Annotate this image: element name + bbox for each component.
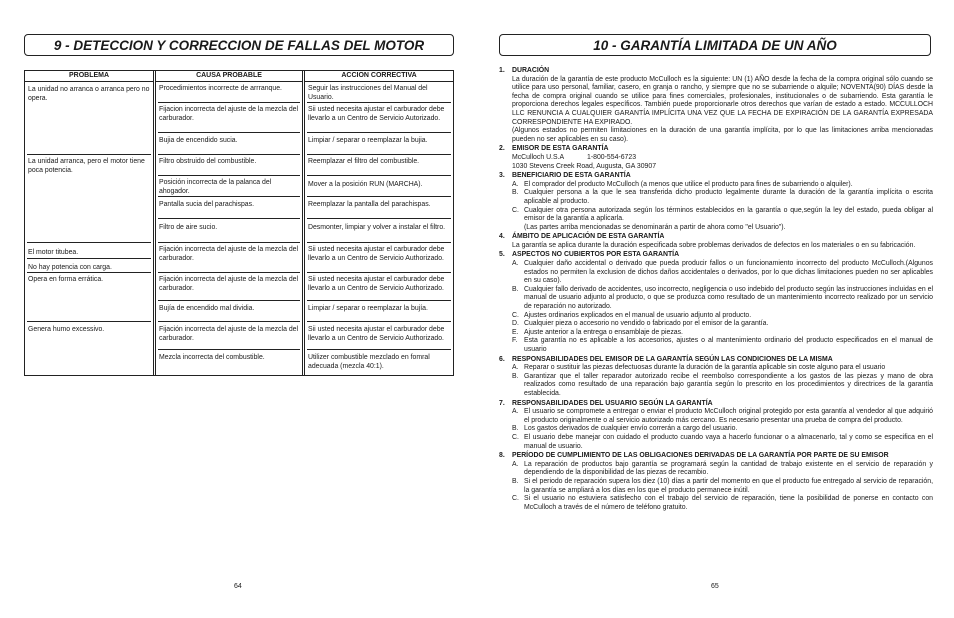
item-text: Ajuste anterior a la entrega o ensamblaje de piezas. (524, 328, 683, 336)
troubleshooting-table (24, 70, 454, 376)
item-letter: A. (512, 364, 519, 372)
section-heading (499, 233, 933, 242)
action-cell: Limpiar / separar o reemplazar la bujia. (308, 137, 428, 144)
row-divider (158, 272, 300, 273)
item-text: Cualquier fallo derivado de accidentes, uso incorrecto, negligencia o uso indebido del producto según las instrucciones incluidas en el manual de usuario adjunto al producto, o que se produzca como resultado de un mantenimiento incorrecto realizado por un servicio de reparación no autorizado. (524, 285, 933, 311)
section-heading (499, 356, 933, 365)
problem-header: PROBLEMA (25, 71, 153, 82)
row-divider (307, 218, 451, 219)
row-divider (158, 349, 300, 350)
right-page (477, 0, 954, 618)
row-divider (158, 154, 300, 155)
cause-cell: Bujia de encendido sucia. (159, 137, 238, 144)
problem-cell: No hay potencia con carga. (28, 264, 112, 271)
action-cell: Reemplazar la pantalla del parachispas. (308, 201, 431, 208)
problem-cell: La unidad arranca, pero el motor tiene poca potencia. (28, 158, 145, 174)
section-number: 5. (499, 251, 505, 259)
item-letter: B. (512, 285, 519, 293)
action-cell: Sii usted necesita ajustar el carburador debe llevarlo a un Centro de Servicio Authorizado. (308, 246, 445, 262)
list-note (499, 224, 933, 233)
action-column (305, 71, 453, 375)
section-number: 6. (499, 355, 505, 363)
action-cell: Reemplazar el filtro del combustible. (308, 158, 420, 165)
row-divider (307, 349, 451, 350)
action-header: ACCION CORRECTIVA (305, 71, 453, 82)
row-divider (158, 102, 300, 103)
item-text: Cualquier otra persona autorizada según los términos establecidos en la garantía o que,según la ley del estado, pueda obligar al emisor de la garantía a aplicarla. (524, 206, 933, 223)
item-text: Cualquier persona a la que le sea transferida dicho producto legalmente durante la duración de la garantía implícita o escrita aplicable al producto. (524, 189, 933, 205)
section-heading (499, 67, 933, 76)
cause-cell: Mezcla incorrecta del combustible. (159, 354, 265, 361)
list-item (499, 364, 933, 373)
section-title: ASPECTOS NO CUBIERTOS POR ESTA GARANTÍA (512, 251, 680, 259)
item-letter: B. (512, 189, 519, 197)
row-divider (27, 272, 151, 273)
action-cell: Utilizer combustible mezclado en fomral adecuada (mezcla 40:1). (308, 354, 430, 370)
section-title: PERÍODO DE CUMPLIMIENTO DE LAS OBLIGACIONES DERIVADAS DE LA GARANTÍA POR PARTE DE SU EMISOR (512, 452, 889, 460)
row-divider (27, 258, 151, 259)
list-item (499, 495, 933, 512)
row-divider (307, 154, 451, 155)
item-text: Reparar o sustituir las piezas defectuosas durante la duración de la garantía aplicable sin coste alguno para el usuario (524, 364, 886, 372)
section-title: RESPONSABILIDADES DEL EMISOR DE LA GARANTÍA SEGÚN LAS CONDICIONES DE LA MISMA (512, 355, 833, 363)
action-cell: Sii usted necesita ajustar el carburador debe llevarlo a un Centro de Servicio Autorizado. (308, 106, 445, 122)
item-text: El usuario debe manejar con cuidado el producto cuando vaya a hacerlo funcionar o a almacenarlo, tal y como se especifica en el manual de usuario. (524, 433, 933, 450)
section-number: 7. (499, 399, 505, 407)
item-letter: B. (512, 477, 519, 485)
problem-cell: Opera en forma errática. (28, 276, 104, 283)
item-letter: E. (512, 328, 519, 336)
row-divider (307, 321, 451, 322)
issuer-info (499, 154, 933, 163)
troubleshooting-title: 9 - DETECCION Y CORRECCION DE FALLAS DEL MOTOR (24, 34, 454, 56)
row-divider (27, 154, 151, 155)
list-item (499, 434, 933, 451)
issuer-address: 1030 Stevens Creek Road, Augusta, GA 30907 (512, 162, 657, 170)
action-cell: Seguir las instrucciones del Manual del Usuario. (308, 85, 428, 101)
row-divider (307, 300, 451, 301)
cause-column (156, 71, 302, 375)
item-letter: A. (512, 408, 519, 416)
item-text: Si el usuario no estuviera satisfecho con el trabajo del servicio de reparación, tiene la posibilidad de ponerse en contacto con McCulloch a través de el número de teléfono gratuito. (524, 495, 933, 511)
list-item (499, 478, 933, 495)
action-cell: Limpiar / separar o reemplazar la bujía. (308, 305, 428, 312)
cause-cell: Fijación incorrecta del ajuste de la mezcla del carburador. (159, 246, 299, 262)
action-cell: Mover a la posición RUN (MARCHA). (308, 181, 423, 188)
item-text: Cualquier daño accidental o derivado que pueda producir fallos o un funcionamiento incorrecto del producto McCulloch.(Algunos estados no permiten la exclusion de dichos daños accidentales o derivados, por lo que dichas limitaciones pueden no ser aplicables en su caso). (524, 260, 933, 285)
row-divider (158, 218, 300, 219)
list-item (499, 207, 933, 224)
section-title: EMISOR DE ESTA GARANTÍA (512, 145, 609, 153)
item-text: Si el periodo de reparación supera los diez (10) días a partir del momento en que el producto fue entregado al servicio de reparación, la garantía se ampliará a los días en los que el producto permanece inútil. (524, 477, 933, 494)
section-title: ÁMBITO DE APLICACIÓN DE ESTA GARANTÍA (512, 233, 665, 241)
section-number: 2. (499, 145, 505, 153)
item-text: (Las partes arriba mencionadas se denominarán a partir de ahora como "el Usuario"). (524, 223, 786, 231)
item-letter: B. (512, 425, 519, 433)
section-title: DURACIÓN (512, 67, 550, 74)
cause-header: CAUSA PROBABLE (156, 71, 302, 82)
list-item (499, 425, 933, 434)
row-divider (158, 175, 300, 176)
item-letter: C. (512, 206, 519, 214)
list-item (499, 260, 933, 286)
item-letter: C. (512, 433, 519, 441)
item-letter: C. (512, 311, 519, 319)
item-letter: D. (512, 320, 519, 328)
item-text: El usuario se compromete a entregar o enviar el producto McCulloch original protegido por esta garantía al vendedor al que adquirió el producto originalmente o al servicio autorizado más cercano. Es necesario presentar una prueba de compra del producto. (524, 408, 933, 424)
paragraph: La garantía se aplica durante la duración especificada sobre problemas derivados de defectos en los materiales o en su fabricación. (512, 241, 916, 249)
list-item (499, 312, 933, 321)
warranty-title: 10 - GARANTÍA LIMITADA DE UN AÑO (499, 34, 931, 56)
action-cell: Desmonter, limpiar y volver a instalar el filtro. (308, 224, 446, 231)
list-item (499, 373, 933, 399)
list-item (499, 337, 933, 354)
item-text: Ajustes ordinarios explicados en el manual de usuario adjunto al producto. (524, 311, 752, 319)
row-divider (307, 196, 451, 197)
item-text: Esta garantía no es aplicable a los accesorios, ajustes o al mantenimiento ordinario del producto especificados en el manual de usuario (524, 337, 933, 353)
warranty-text (499, 66, 933, 512)
item-letter: C. (512, 495, 519, 503)
issuer-phone: 1-800-554-6723 (587, 153, 637, 161)
section-number: 3. (499, 172, 505, 180)
row-divider (158, 196, 300, 197)
cause-cell: Filtro de aire sucio. (159, 224, 218, 231)
item-letter: A. (512, 180, 519, 188)
row-divider (307, 102, 451, 103)
section-title: RESPONSABILIDADES DEL USUARIO SEGÚN LA GARANTÍA (512, 399, 713, 407)
row-divider (158, 321, 300, 322)
page-number: 65 (711, 583, 719, 590)
list-item (499, 461, 933, 478)
item-text: La reparación de productos bajo garantía se programará según la cantidad de trabajo existente en el servicio de reparación y dependiendo de la disponibilidad de las piezas de recambio. (524, 460, 933, 477)
row-divider (158, 132, 300, 133)
list-item (499, 329, 933, 338)
section-heading (499, 145, 933, 154)
section-heading (499, 400, 933, 409)
cause-cell: Pantalla sucia del parachispas. (159, 201, 254, 208)
list-item (499, 181, 933, 190)
section-title: BENEFICIARIO DE ESTA GARANTÍA (512, 172, 631, 180)
section-heading (499, 251, 933, 260)
problem-cell: La unidad no arranca o arranca pero no opera. (28, 86, 150, 102)
item-text: Garantizar que el taller reparador autorizado recibe el reembolso correspondiente a los gastos de las piezas y mano de obra realizados como resultado de una reparación bajo garantía según lo prescrito en los procedimientos y directrices de la garantía establecida. (524, 372, 933, 397)
item-letter: A. (512, 260, 519, 268)
row-divider (307, 272, 451, 273)
cause-cell: Procedimientos incorrecte de arrranque. (159, 85, 282, 92)
cause-cell: Bujía de encendido mal dividia. (159, 305, 255, 312)
item-letter: B. (512, 372, 519, 380)
cause-cell: Filtro obstruido del combustible. (159, 158, 257, 165)
list-item (499, 408, 933, 425)
row-divider (307, 242, 451, 243)
section-heading (499, 452, 933, 461)
row-divider (158, 242, 300, 243)
section-number: 4. (499, 233, 505, 241)
item-letter: F. (512, 337, 518, 345)
paragraph: (Algunos estados no permiten limitaciones en la duración de una garantía implícita, por lo que las limitaciones arriba mencionadas pueden no ser aplicables en su caso). (512, 127, 933, 143)
list-item (499, 189, 933, 206)
item-text: Los gastos derivados de cualquier envío correrán a cargo del usuario. (524, 425, 738, 433)
page-number: 64 (234, 583, 242, 590)
row-divider (27, 242, 151, 243)
row-divider (27, 321, 151, 322)
problem-column (25, 71, 153, 375)
problem-cell: Genera humo excessivo. (28, 326, 105, 333)
issuer-name: McCulloch U.S.A (512, 153, 565, 161)
action-cell: Sii usted necesita ajustar el carburador debe llevarlo a un Centro de Servicio Authorizado. (308, 326, 445, 342)
paragraph: La duración de la garantía de este producto McCulloch es la siguiente: UN (1) AÑO desde la fecha de la compra original sólo cuando se utilice para uso personal, familiar, casero, en granja o rancho, y siempre que no se subarriende o alquile; NOVENTA(90) DÍAS desde la fecha de compra original cuando se utilice para fines comerciales, profesionales, institucionales o de subarriendo. Esta garantía le proporciona derechos legales específicos. También puede proporcionarle otros derechos que varían de estado a estado. MCCULLOCH LLC RENUNCIA A CUALQUIER GARANTÍA IMPLÍCITA UNA VEZ QUE LA FECHA DE EXPIRACIÓN DE LA GARANTÍA EXPRESADA CORRESPONDIENTE HA EXPIRADO. (512, 75, 933, 126)
cause-cell: Fijacion incorrecta del ajuste de la mezcla del carburador. (159, 106, 299, 122)
list-item (499, 320, 933, 329)
section-number: 8. (499, 452, 505, 460)
row-divider (158, 300, 300, 301)
cause-cell: Fijación incorrecta del ajuste de la mezcla del carburador. (159, 326, 299, 342)
item-text: El comprador del producto McCulloch (a menos que utilice el producto para fines de subarriendo o alquiler). (524, 180, 853, 188)
row-divider (307, 175, 451, 176)
item-letter: A. (512, 460, 519, 468)
item-text: Cualquier pieza o accesorio no vendido o fabricado por el emisor de la garantía. (524, 320, 769, 328)
section-heading (499, 172, 933, 181)
section-number: 1. (499, 67, 505, 74)
row-divider (307, 132, 451, 133)
action-cell: Sii usted necesita ajustar el carburador debe llevarlo a un Centro de Servicio Authorizado. (308, 276, 445, 292)
list-item (499, 286, 933, 312)
cause-cell: Fijación incorrecta del ajuste de la mezcla del carburador. (159, 276, 299, 292)
problem-cell: El motor titubea. (28, 249, 79, 256)
cause-cell: Posición incorrecta de la palanca del ahogador. (159, 179, 272, 195)
